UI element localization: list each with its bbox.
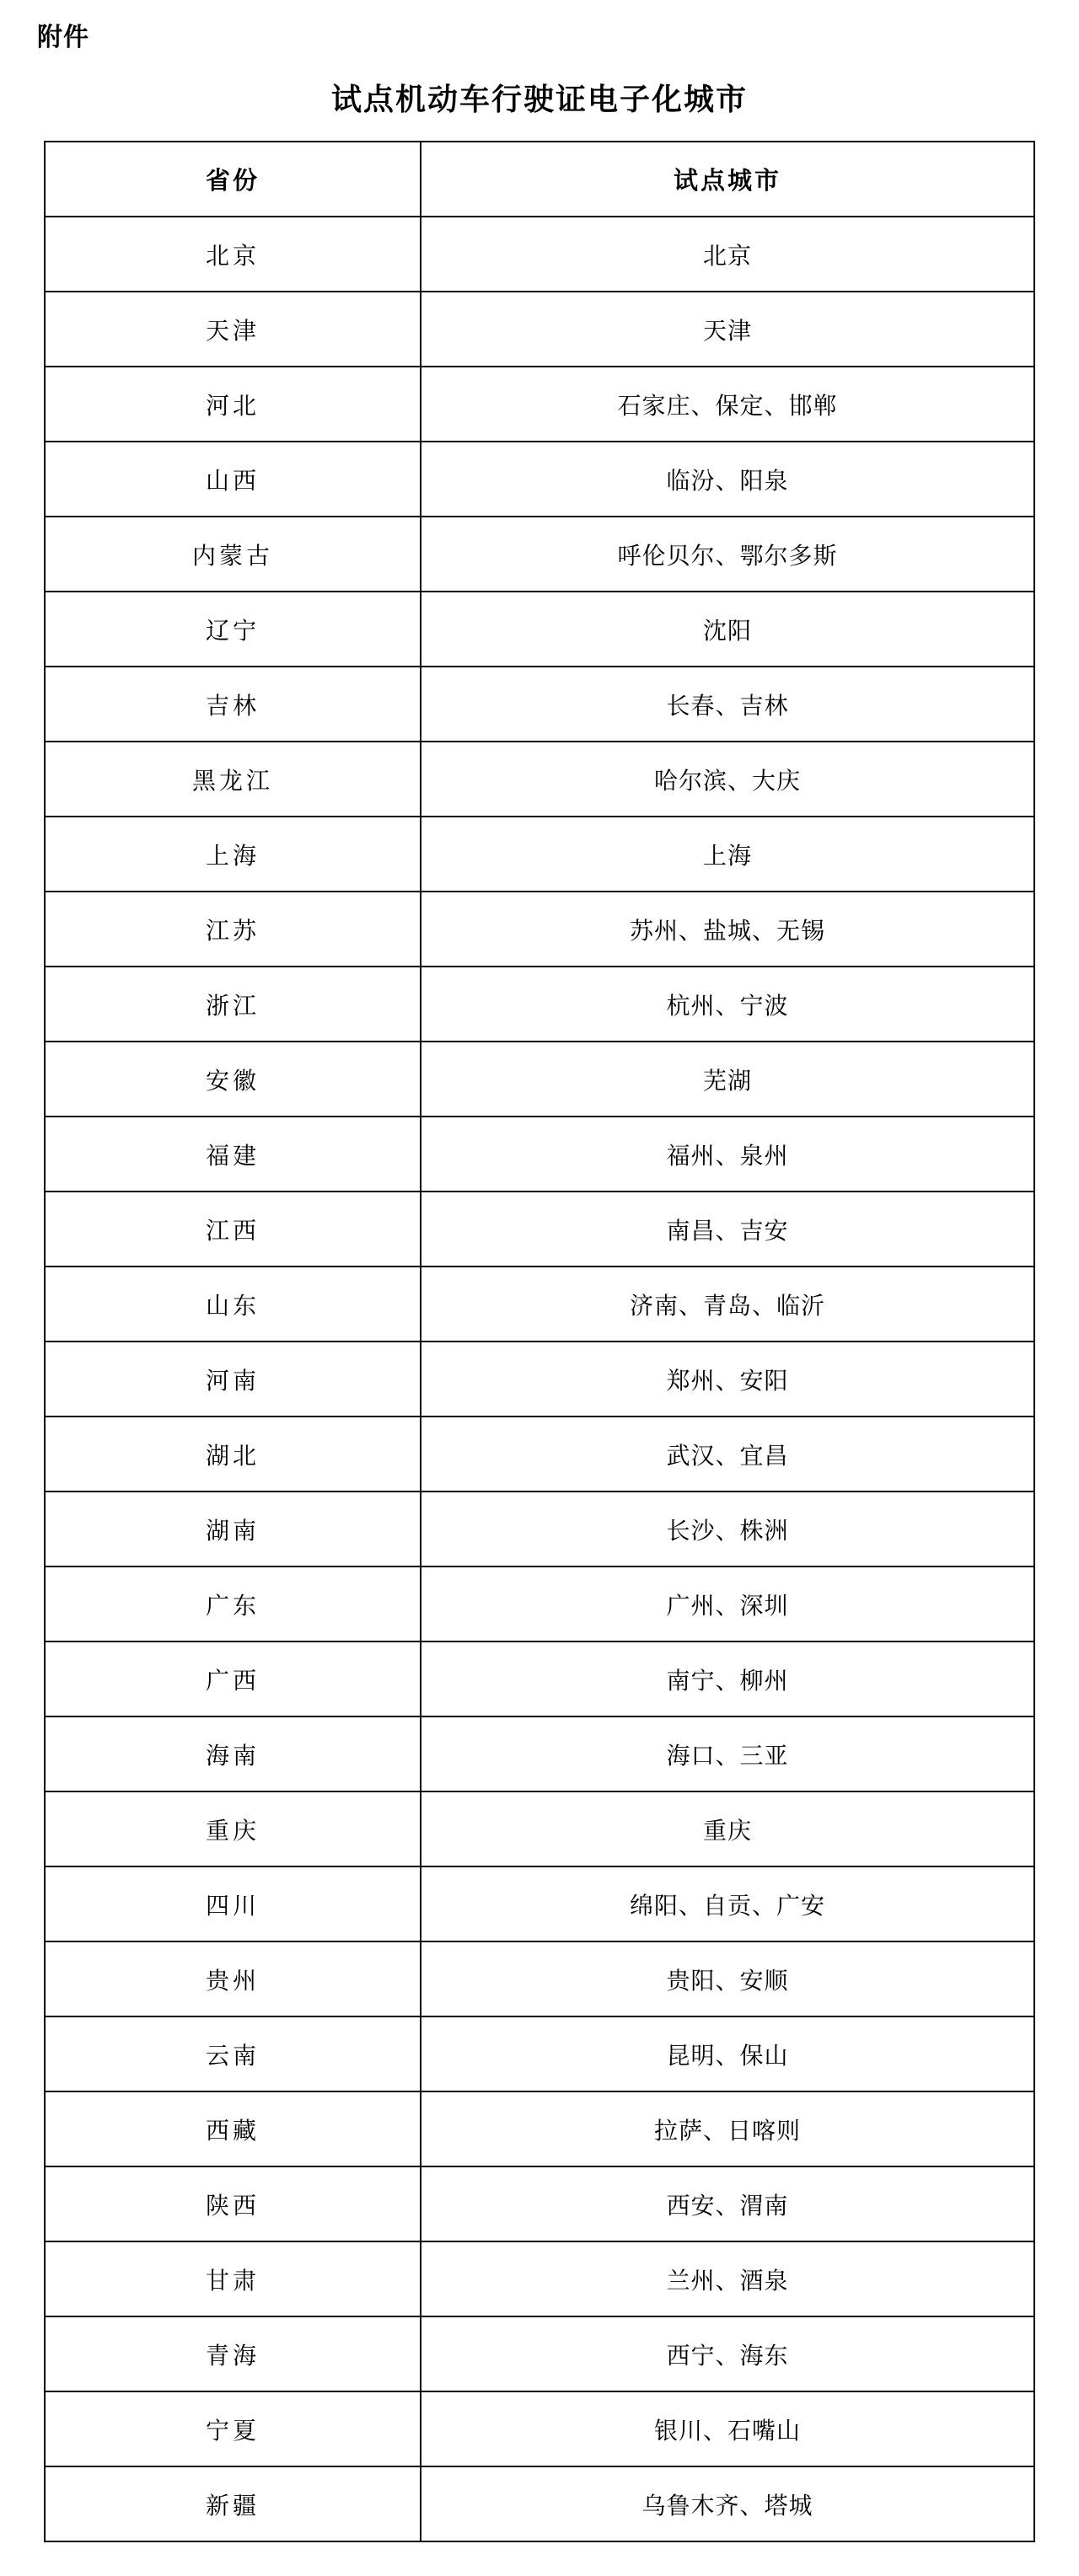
page-title: 试点机动车行驶证电子化城市 [330,82,748,116]
cell-province: 云南 [45,2016,421,2091]
cell-province: 甘肃 [45,2241,421,2316]
pilot-city-table [44,141,1035,2542]
cell-cities: 临汾、阳泉 [421,442,1034,517]
cell-province: 江苏 [45,892,421,967]
cell-province: 湖南 [45,1492,421,1566]
cell-province: 广东 [45,1566,421,1641]
table-row [45,1042,1034,1117]
cell-cities: 西安、渭南 [421,2166,1034,2241]
column-header-province: 省份 [45,142,421,217]
cell-province: 新疆 [45,2466,421,2541]
cell-cities: 乌鲁木齐、塔城 [421,2466,1034,2541]
cell-cities: 西宁、海东 [421,2316,1034,2391]
table-row [45,667,1034,742]
cell-cities: 绵阳、自贡、广安 [421,1866,1034,1941]
table-row [45,442,1034,517]
table-row [45,292,1034,367]
table-row [45,592,1034,667]
cell-cities: 拉萨、日喀则 [421,2091,1034,2166]
table-row [45,2466,1034,2541]
table-row [45,1492,1034,1566]
attachment-label: 附件 [37,24,89,51]
cell-cities: 昆明、保山 [421,2016,1034,2091]
table-row [45,2166,1034,2241]
table-body [45,217,1034,2541]
cell-cities: 济南、青岛、临沂 [421,1267,1034,1342]
cell-cities: 哈尔滨、大庆 [421,742,1034,817]
table-row [45,1417,1034,1492]
table-row [45,1641,1034,1716]
cell-province: 上海 [45,817,421,892]
cell-province: 江西 [45,1192,421,1267]
table-header [45,142,1034,217]
table-row [45,967,1034,1042]
column-header-cities: 试点城市 [421,142,1034,217]
cell-cities: 银川、石嘴山 [421,2391,1034,2466]
cell-cities: 石家庄、保定、邯郸 [421,367,1034,442]
table-header-row [45,142,1034,217]
table-row [45,517,1034,592]
table-row [45,1716,1034,1791]
cell-province: 陕西 [45,2166,421,2241]
cell-province: 辽宁 [45,592,421,667]
cell-province: 贵州 [45,1941,421,2016]
cell-province: 重庆 [45,1791,421,1866]
cell-cities: 苏州、盐城、无锡 [421,892,1034,967]
table-row [45,817,1034,892]
table-row [45,2391,1034,2466]
cell-province: 吉林 [45,667,421,742]
cell-cities: 长沙、株洲 [421,1492,1034,1566]
cell-province: 河南 [45,1342,421,1417]
table-row [45,1267,1034,1342]
cell-cities: 海口、三亚 [421,1716,1034,1791]
table-row [45,1342,1034,1417]
cell-cities: 北京 [421,217,1034,292]
cell-province: 四川 [45,1866,421,1941]
cell-province: 福建 [45,1117,421,1192]
cell-province: 北京 [45,217,421,292]
cell-cities: 兰州、酒泉 [421,2241,1034,2316]
cell-cities: 贵阳、安顺 [421,1941,1034,2016]
table-row [45,1192,1034,1267]
cell-province: 内蒙古 [45,517,421,592]
cell-province: 湖北 [45,1417,421,1492]
cell-province: 广西 [45,1641,421,1716]
table-row [45,217,1034,292]
cell-province: 浙江 [45,967,421,1042]
cell-cities: 广州、深圳 [421,1566,1034,1641]
cell-cities: 芜湖 [421,1042,1034,1117]
table-container [0,141,1079,2576]
cell-cities: 呼伦贝尔、鄂尔多斯 [421,517,1034,592]
table-row [45,2091,1034,2166]
cell-province: 黑龙江 [45,742,421,817]
cell-province: 青海 [45,2316,421,2391]
cell-cities: 天津 [421,292,1034,367]
cell-cities: 沈阳 [421,592,1034,667]
cell-province: 山西 [45,442,421,517]
table-row [45,1791,1034,1866]
table-row [45,2316,1034,2391]
cell-province: 天津 [45,292,421,367]
cell-cities: 南宁、柳州 [421,1641,1034,1716]
cell-cities: 重庆 [421,1791,1034,1866]
table-row [45,367,1034,442]
cell-cities: 武汉、宜昌 [421,1417,1034,1492]
table-row [45,1117,1034,1192]
table-row [45,1566,1034,1641]
cell-cities: 杭州、宁波 [421,967,1034,1042]
cell-province: 安徽 [45,1042,421,1117]
cell-cities: 南昌、吉安 [421,1192,1034,1267]
cell-province: 山东 [45,1267,421,1342]
cell-cities: 福州、泉州 [421,1117,1034,1192]
cell-cities: 郑州、安阳 [421,1342,1034,1417]
table-row [45,2016,1034,2091]
table-row [45,742,1034,817]
table-row [45,892,1034,967]
table-row [45,1866,1034,1941]
cell-province: 宁夏 [45,2391,421,2466]
cell-cities: 长春、吉林 [421,667,1034,742]
cell-province: 海南 [45,1716,421,1791]
cell-province: 西藏 [45,2091,421,2166]
cell-province: 河北 [45,367,421,442]
table-row [45,2241,1034,2316]
table-row [45,1941,1034,2016]
cell-cities: 上海 [421,817,1034,892]
